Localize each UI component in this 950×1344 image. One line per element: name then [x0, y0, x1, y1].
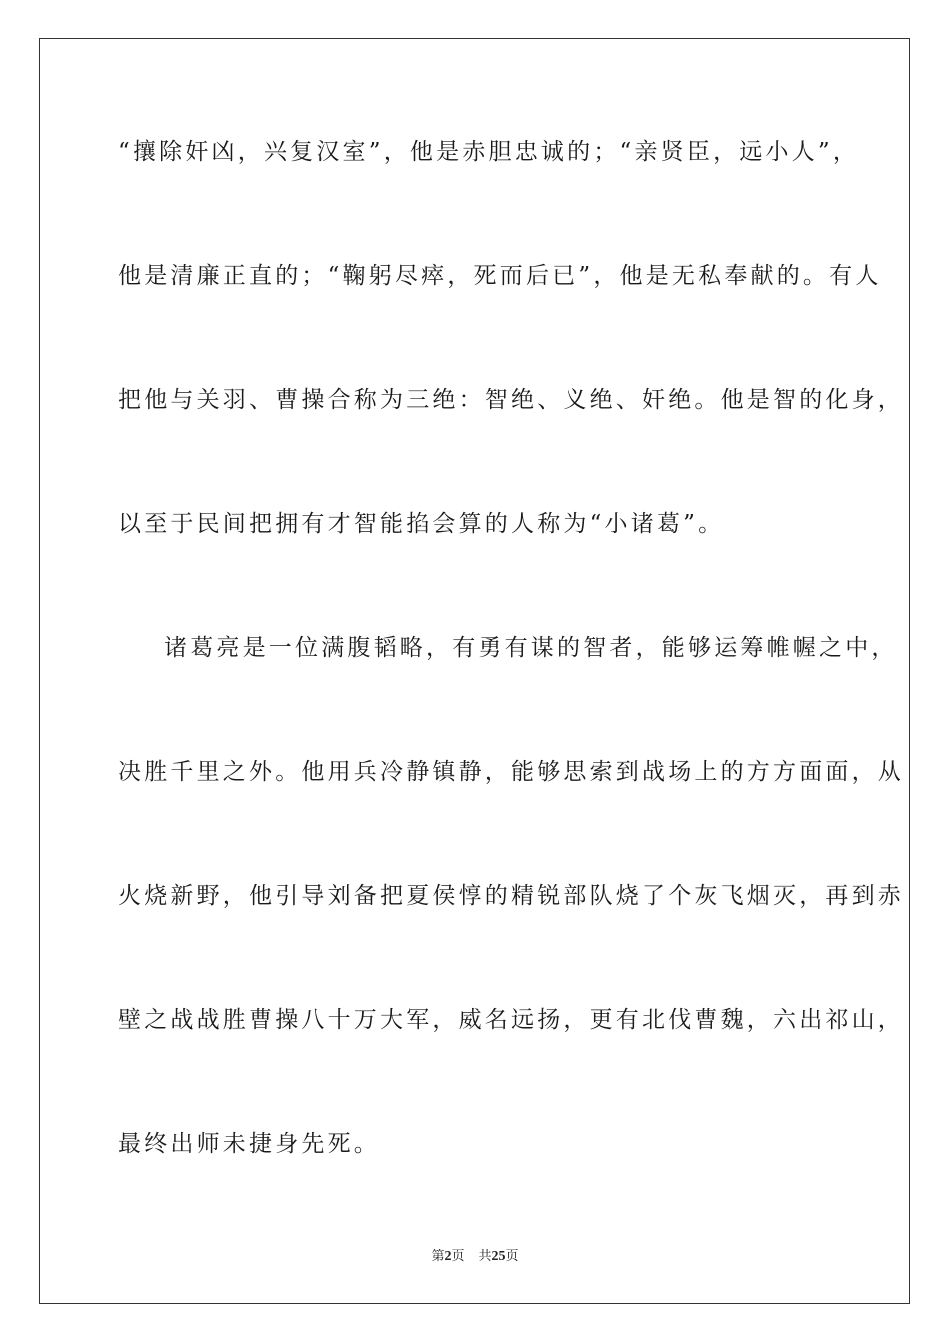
page-suffix: 页	[451, 1249, 465, 1264]
paragraph-1-line-4: 以至于民间把拥有才智能掐会算的人称为“小诸葛”。	[118, 511, 725, 537]
paragraph-2-line-1: 诸葛亮是一位满腹韬略，有勇有谋的智者，能够运筹帷幄之中，	[164, 635, 898, 661]
total-prefix: 共	[478, 1249, 492, 1264]
paragraph-2-line-5: 最终出师未捷身先死。	[118, 1131, 380, 1157]
page-number: 2	[444, 1249, 452, 1264]
page-prefix: 第	[431, 1249, 445, 1264]
paragraph-1-line-3: 把他与关羽、曹操合称为三绝：智绝、义绝、奸绝。他是智的化身，	[118, 387, 904, 413]
total-pages: 25	[491, 1249, 506, 1264]
page-frame	[39, 38, 910, 1304]
page-footer	[0, 1249, 950, 1265]
paragraph-2-line-3: 火烧新野，他引导刘备把夏侯惇的精锐部队烧了个灰飞烟灭，再到赤	[118, 883, 904, 909]
paragraph-1-line-1: “攘除奸凶，兴复汉室”，他是赤胆忠诚的；“亲贤臣，远小人”，	[118, 139, 860, 165]
paragraph-1-line-2: 他是清廉正直的；“鞠躬尽瘁，死而后已”，他是无私奉献的。有人	[118, 263, 882, 289]
paragraph-2-line-4: 壁之战战胜曹操八十万大军，威名远扬，更有北伐曹魏，六出祁山，	[118, 1007, 904, 1033]
paragraph-2-line-2: 决胜千里之外。他用兵冷静镇静，能够思索到战场上的方方面面，从	[118, 759, 904, 785]
total-suffix: 页	[505, 1249, 519, 1264]
